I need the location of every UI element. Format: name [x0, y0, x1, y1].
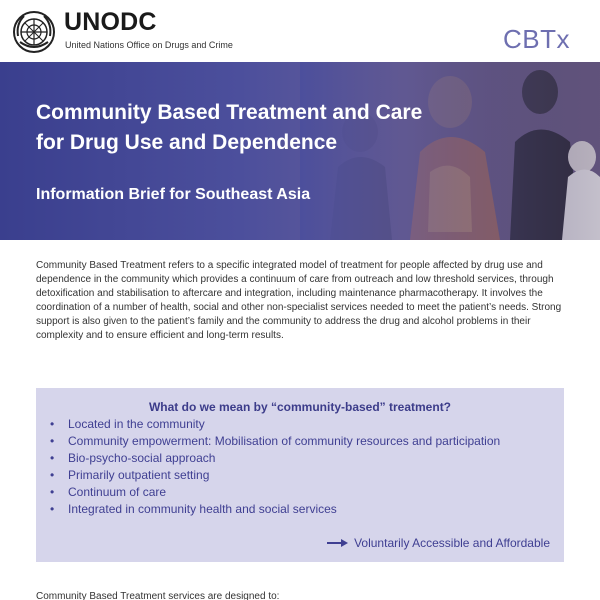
list-item	[50, 450, 500, 467]
title-banner	[0, 62, 600, 240]
list-item-text: Integrated in community health and social services	[68, 502, 337, 516]
list-item-text: Continuum of care	[68, 485, 167, 499]
list-item-text: Primarily outpatient setting	[68, 468, 210, 482]
list-item	[50, 501, 500, 518]
box-footer-text: Voluntarily Accessible and Affordable	[354, 536, 550, 550]
list-item-text: Bio-psycho-social approach	[68, 451, 216, 465]
document-header	[0, 0, 600, 62]
un-emblem-icon	[12, 10, 56, 54]
document-code: CBTx	[503, 24, 570, 54]
intro-paragraph: Community Based Treatment refers to a specific integrated model of treatment for people affected by drug use and dependence in the community which provides a continuum of care from outreach and low threshold services, through detoxification and stabilisation to aftercare and integration, including maintenance pharmacotherapy. It involves the coordination of a number of health, social and other non-specialist services needed to meet the patient’s needs. Strong support is also given to the patient’s family and the community to address the drug and alcohol problems in their complexity and to ensure efficient and long-term results.	[36, 260, 562, 341]
community-based-box	[36, 388, 564, 562]
brief-title-line-2: for Drug Use and Dependence	[36, 131, 338, 154]
brief-subtitle: Information Brief for Southeast Asia	[36, 186, 311, 203]
list-item	[50, 433, 500, 450]
list-item-text: Community empowerment: Mobilisation of community resources and participation	[68, 434, 501, 448]
list-item-text: Located in the community	[68, 417, 205, 431]
box-bullet-list	[50, 416, 500, 518]
brief-title	[36, 98, 456, 158]
services-intro-text: Community Based Treatment services are designed to:	[36, 591, 280, 600]
bullet-icon: •	[50, 502, 55, 516]
box-heading: What do we mean by “community-based” treatment?	[148, 400, 452, 414]
arrow-right-icon	[327, 538, 349, 548]
logo-title: UNODC	[64, 8, 157, 36]
list-item	[50, 467, 500, 484]
logo-subtitle: United Nations Office on Drugs and Crime	[65, 40, 233, 50]
list-item	[50, 416, 500, 433]
box-footer	[327, 536, 550, 550]
bullet-icon: •	[50, 434, 55, 448]
bullet-icon: •	[50, 451, 55, 465]
brief-title-line-1: Community Based Treatment and Care	[36, 101, 423, 124]
bullet-icon: •	[50, 485, 55, 499]
list-item	[50, 484, 500, 501]
bullet-icon: •	[50, 417, 55, 431]
bullet-icon: •	[50, 468, 55, 482]
